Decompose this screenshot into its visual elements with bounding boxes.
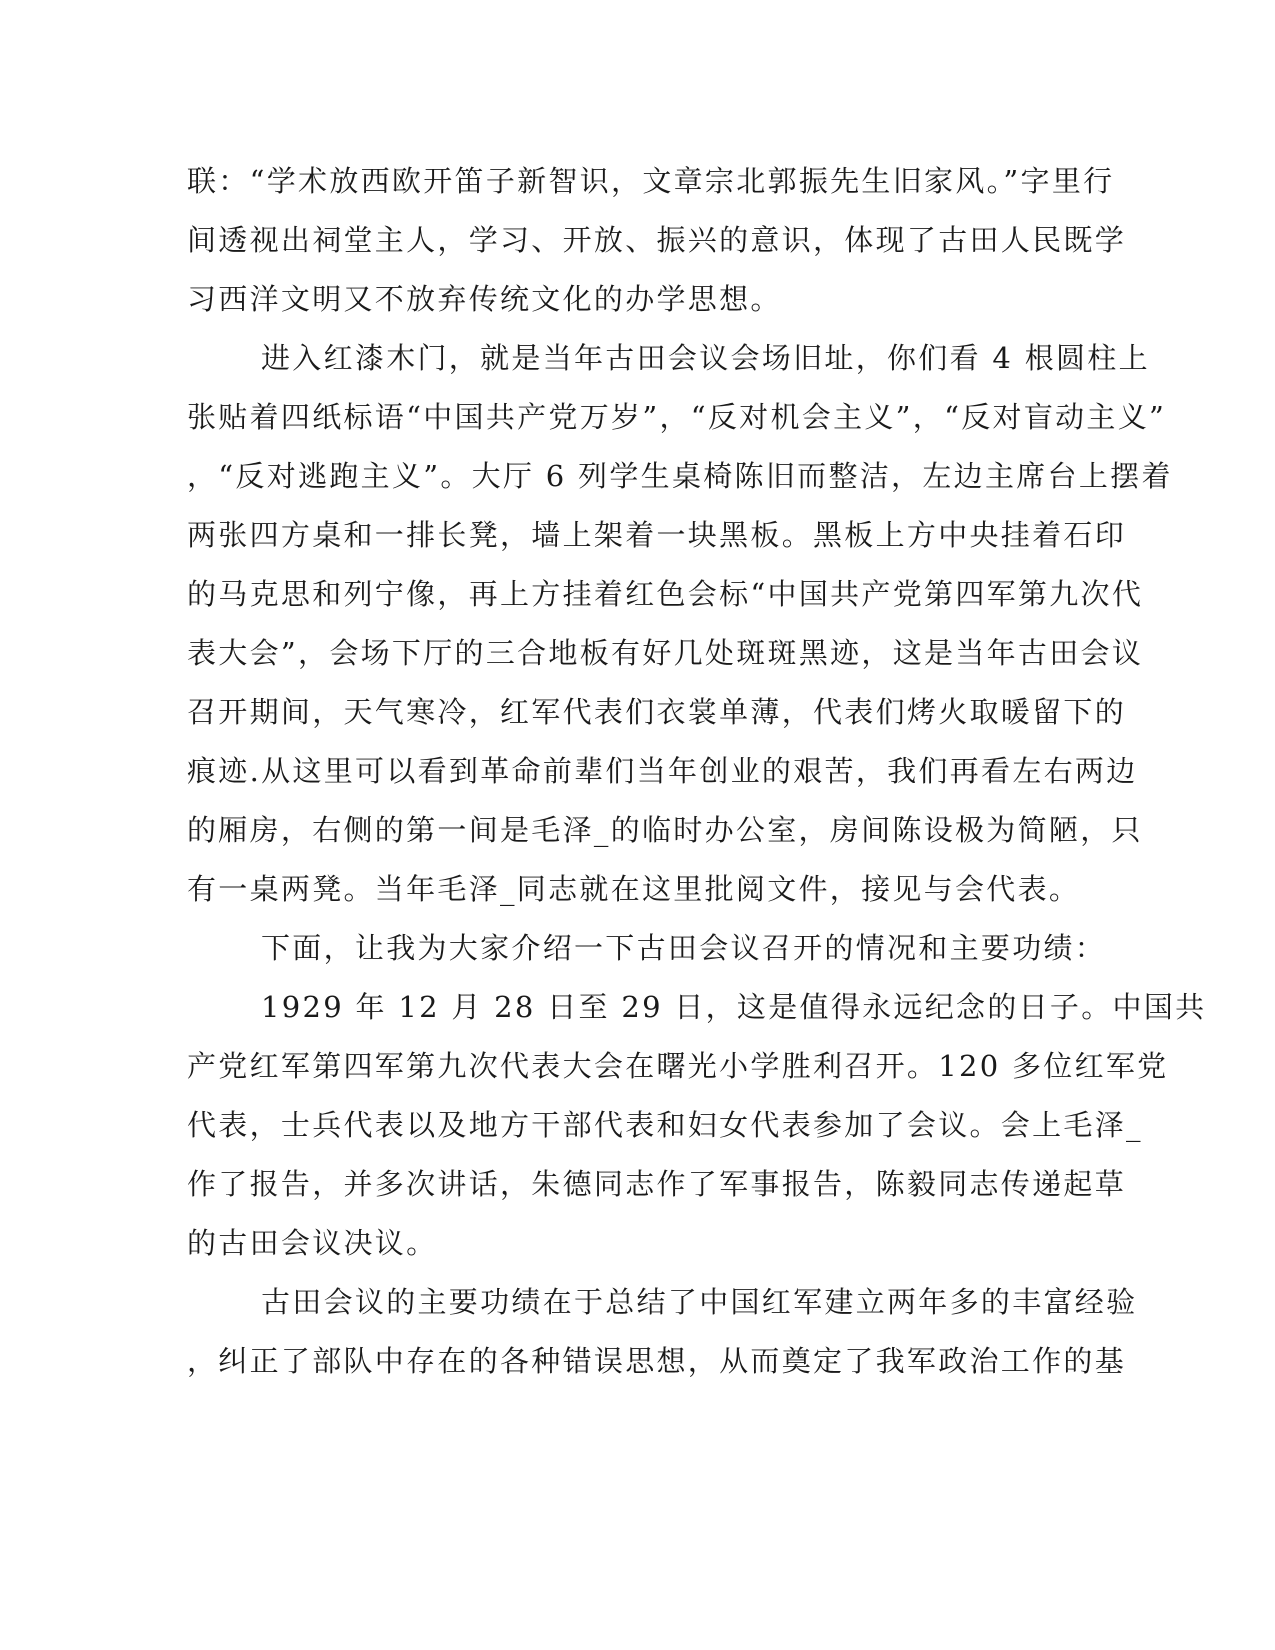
text-line-15: 1929 年 12 月 28 日至 29 日，这是值得永远纪念的日子。中国共 — [261, 990, 1207, 1024]
text-line-9: 表大会”，会场下厅的三合地板有好几处斑斑黑迹，这是当年古田会议 — [187, 636, 1144, 670]
text-line-12: 的厢房，右侧的第一间是毛泽_的临时办公室，房间陈设极为简陋，只 — [187, 813, 1143, 847]
text-line-4: 进入红漆木门，就是当年古田会议会场旧址，你们看 4 根圆柱上 — [261, 341, 1150, 375]
text-line-20: 古田会议的主要功绩在于总结了中国红军建立两年多的丰富经验 — [261, 1285, 1138, 1319]
text-line-21: ，纠正了部队中存在的各种错误思想，从而奠定了我军政治工作的基 — [187, 1344, 1127, 1378]
text-line-8: 的马克思和列宁像，再上方挂着红色会标“中国共产党第四军第九次代 — [187, 577, 1144, 611]
text-line-19: 的古田会议决议。 — [187, 1226, 438, 1260]
text-line-17: 代表，士兵代表以及地方干部代表和妇女代表参加了会议。会上毛泽_ — [187, 1108, 1143, 1142]
text-line-2: 间透视出祠堂主人，学习、开放、振兴的意识，体现了古田人民既学 — [187, 223, 1127, 257]
text-line-3: 习西洋文明又不放弃传统文化的办学思想。 — [187, 282, 782, 316]
text-line-5: 张贴着四纸标语“中国共产党万岁”，“反对机会主义”，“反对盲动主义” — [187, 400, 1167, 434]
text-line-6: ，“反对逃跑主义”。大厅 6 列学生桌椅陈旧而整洁，左边主席台上摆着 — [187, 459, 1173, 493]
text-line-11: 痕迹.从这里可以看到革命前辈们当年创业的艰苦，我们再看左右两边 — [187, 754, 1138, 788]
text-line-13: 有一桌两凳。当年毛泽_同志就在这里批阅文件，接见与会代表。 — [187, 872, 1081, 906]
text-line-18: 作了报告，并多次讲话，朱德同志作了军事报告，陈毅同志传递起草 — [187, 1167, 1127, 1201]
text-line-7: 两张四方桌和一排长凳，墙上架着一块黑板。黑板上方中央挂着石印 — [187, 518, 1127, 552]
text-line-14: 下面，让我为大家介绍一下古田会议召开的情况和主要功绩： — [261, 931, 1107, 965]
text-line-16: 产党红军第四军第九次代表大会在曙光小学胜利召开。120 多位红军党 — [187, 1049, 1169, 1083]
text-line-10: 召开期间，天气寒冷，红军代表们衣裳单薄，代表们烤火取暖留下的 — [187, 695, 1127, 729]
text-line-1: 联：“学术放西欧开笛子新智识，文章宗北郭振先生旧家风。”字里行 — [187, 164, 1115, 198]
